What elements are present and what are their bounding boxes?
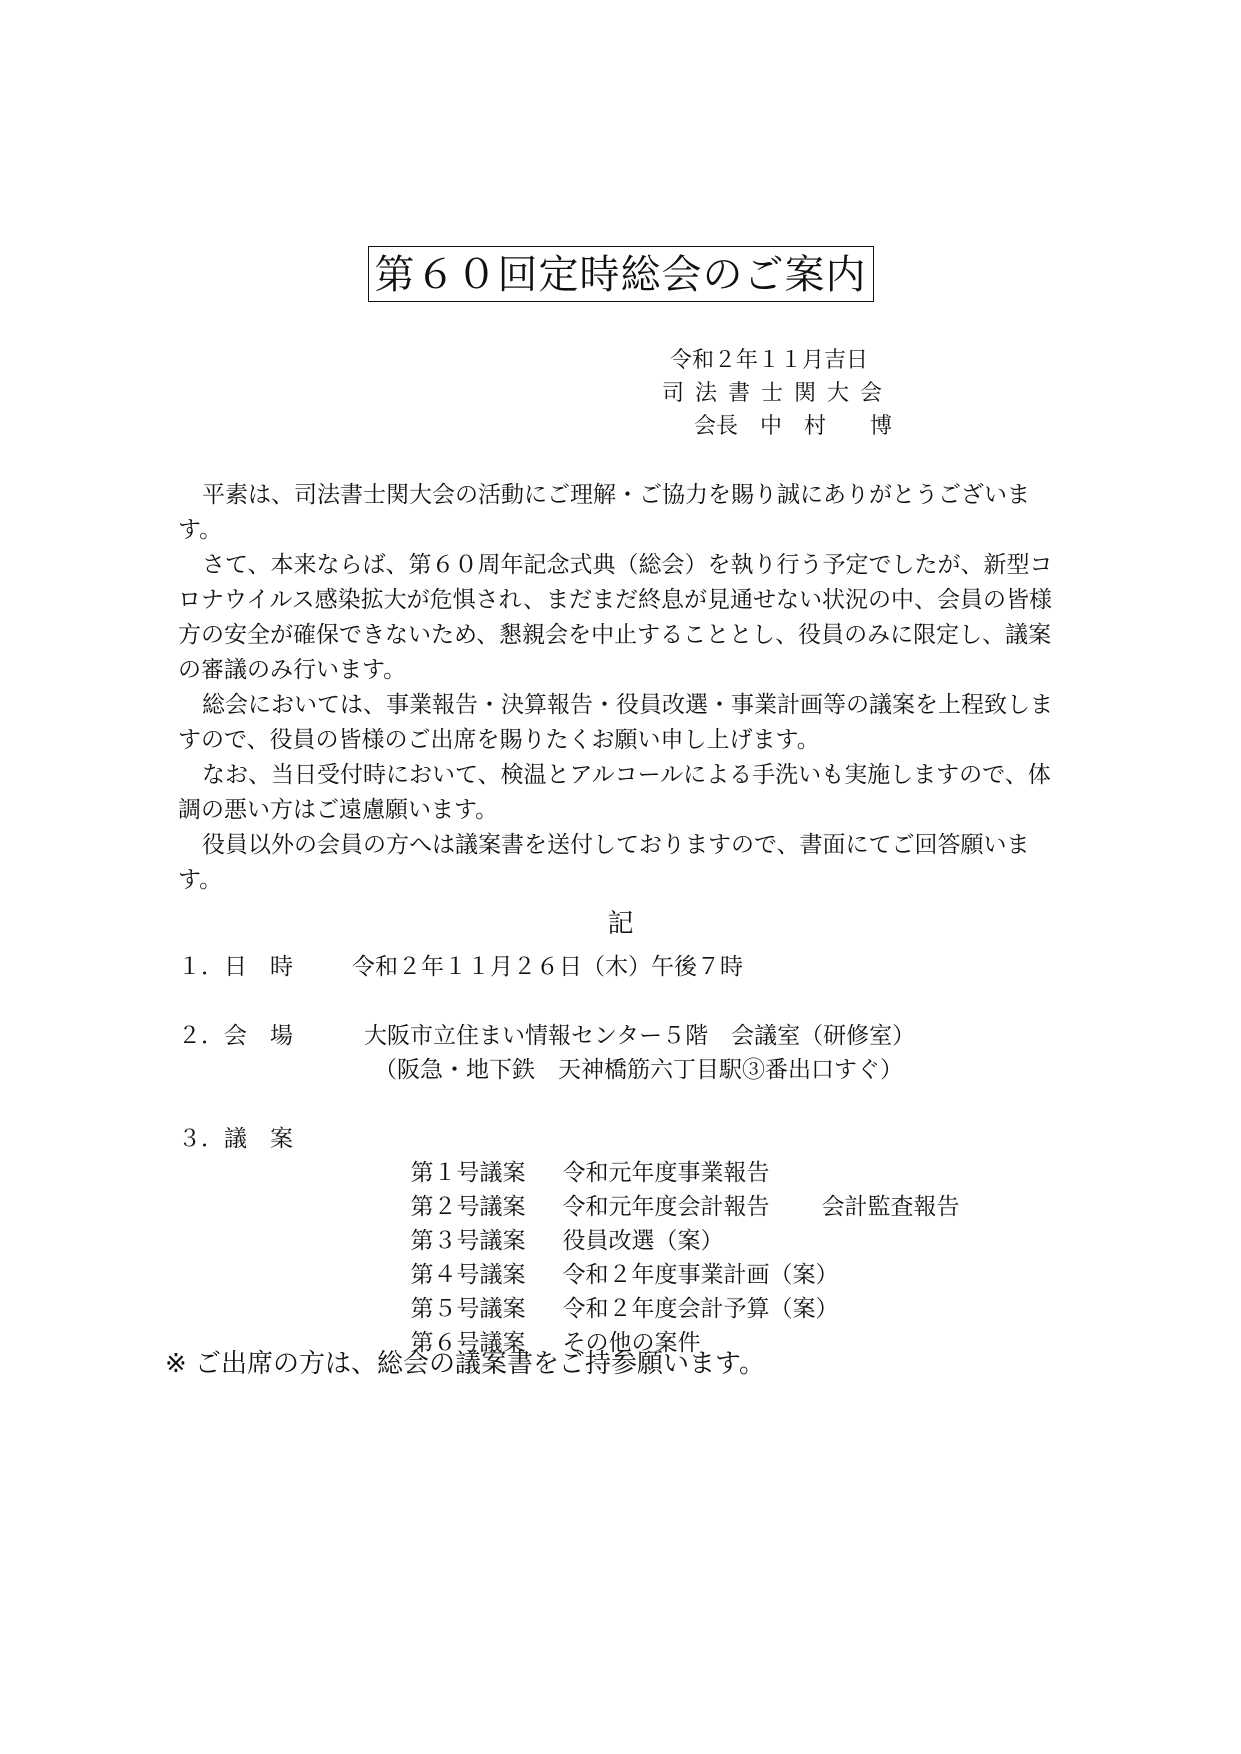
agenda-number: 第１号議案 — [410, 1160, 526, 1186]
agenda-text: 役員改選（案） — [562, 1228, 724, 1254]
document-title: 第６０回定時総会のご案内 — [368, 246, 874, 302]
paragraph: 役員以外の会員の方へは議案書を送付しておりますので、書面にてご回答願います。 — [178, 832, 1030, 893]
agenda-text: その他の案件 — [562, 1330, 701, 1356]
president-name: 会長 中 村 博 — [694, 414, 893, 439]
title-container — [0, 246, 1241, 302]
header-meta — [640, 344, 1000, 443]
agenda-text: 令和元年度会計報告 — [562, 1194, 770, 1220]
paragraph: さて、本来ならば、第６０周年記念式典（総会）を執り行う予定でしたが、新型コロナウイルス感染拡大が危惧され、まだまだ終息が見通せない状況の中、会員の皆様方の安全が確保できないため、懇親会を中止することとし、役員のみに限定し、議案の審議のみ行います。 — [178, 552, 1053, 683]
venue-label: ２．会 場 — [178, 1023, 293, 1049]
organization-name: 司 法 書 士 関 大 会 — [662, 381, 884, 406]
venue-value: 大阪市立住まい情報センター５階 会議室（研修室） — [364, 1023, 916, 1049]
agenda-note: 会計監査報告 — [821, 1194, 960, 1220]
agenda-label: ３．議 案 — [178, 1126, 293, 1152]
body-text — [178, 478, 1068, 898]
agenda-row — [352, 1122, 960, 1186]
agenda-text: 令和２年度会計予算（案） — [562, 1296, 839, 1322]
venue-access: （阪急・地下鉄 天神橋筋六丁目駅③番出口すぐ） — [374, 1057, 903, 1083]
agenda-number: 第２号議案 — [410, 1194, 526, 1220]
paragraph: なお、当日受付時において、検温とアルコールによる手洗いも実施しますので、体調の悪い方はご遠慮願います。 — [178, 762, 1051, 823]
paragraph: 平素は、司法書士関大会の活動にご理解・ご協力を賜り誠にありがとうございます。 — [178, 482, 1030, 543]
agenda-list — [352, 1122, 960, 1356]
agenda-text: 令和元年度事業報告 — [562, 1160, 770, 1186]
agenda-number: 第５号議案 — [410, 1296, 526, 1322]
agenda-number: 第４号議案 — [410, 1262, 526, 1288]
footer-note: ※ ご出席の方は、総会の議案書をご持参願います。 — [165, 1349, 765, 1379]
datetime-label: １．日 時 — [178, 954, 293, 980]
agenda-text: 令和２年度事業計画（案） — [562, 1262, 839, 1288]
agenda-number: 第６号議案 — [410, 1330, 526, 1356]
datetime-value: 令和２年１１月２６日（木）午後７時 — [352, 954, 743, 980]
agenda-number: 第３号議案 — [410, 1228, 526, 1254]
ki-heading: 記 — [607, 909, 634, 939]
issue-date: 令和２年１１月吉日 — [670, 348, 869, 373]
paragraph: 総会においては、事業報告・決算報告・役員改選・事業計画等の議案を上程致しますので、役員の皆様のご出席を賜りたくお願い申し上げます。 — [178, 692, 1053, 753]
